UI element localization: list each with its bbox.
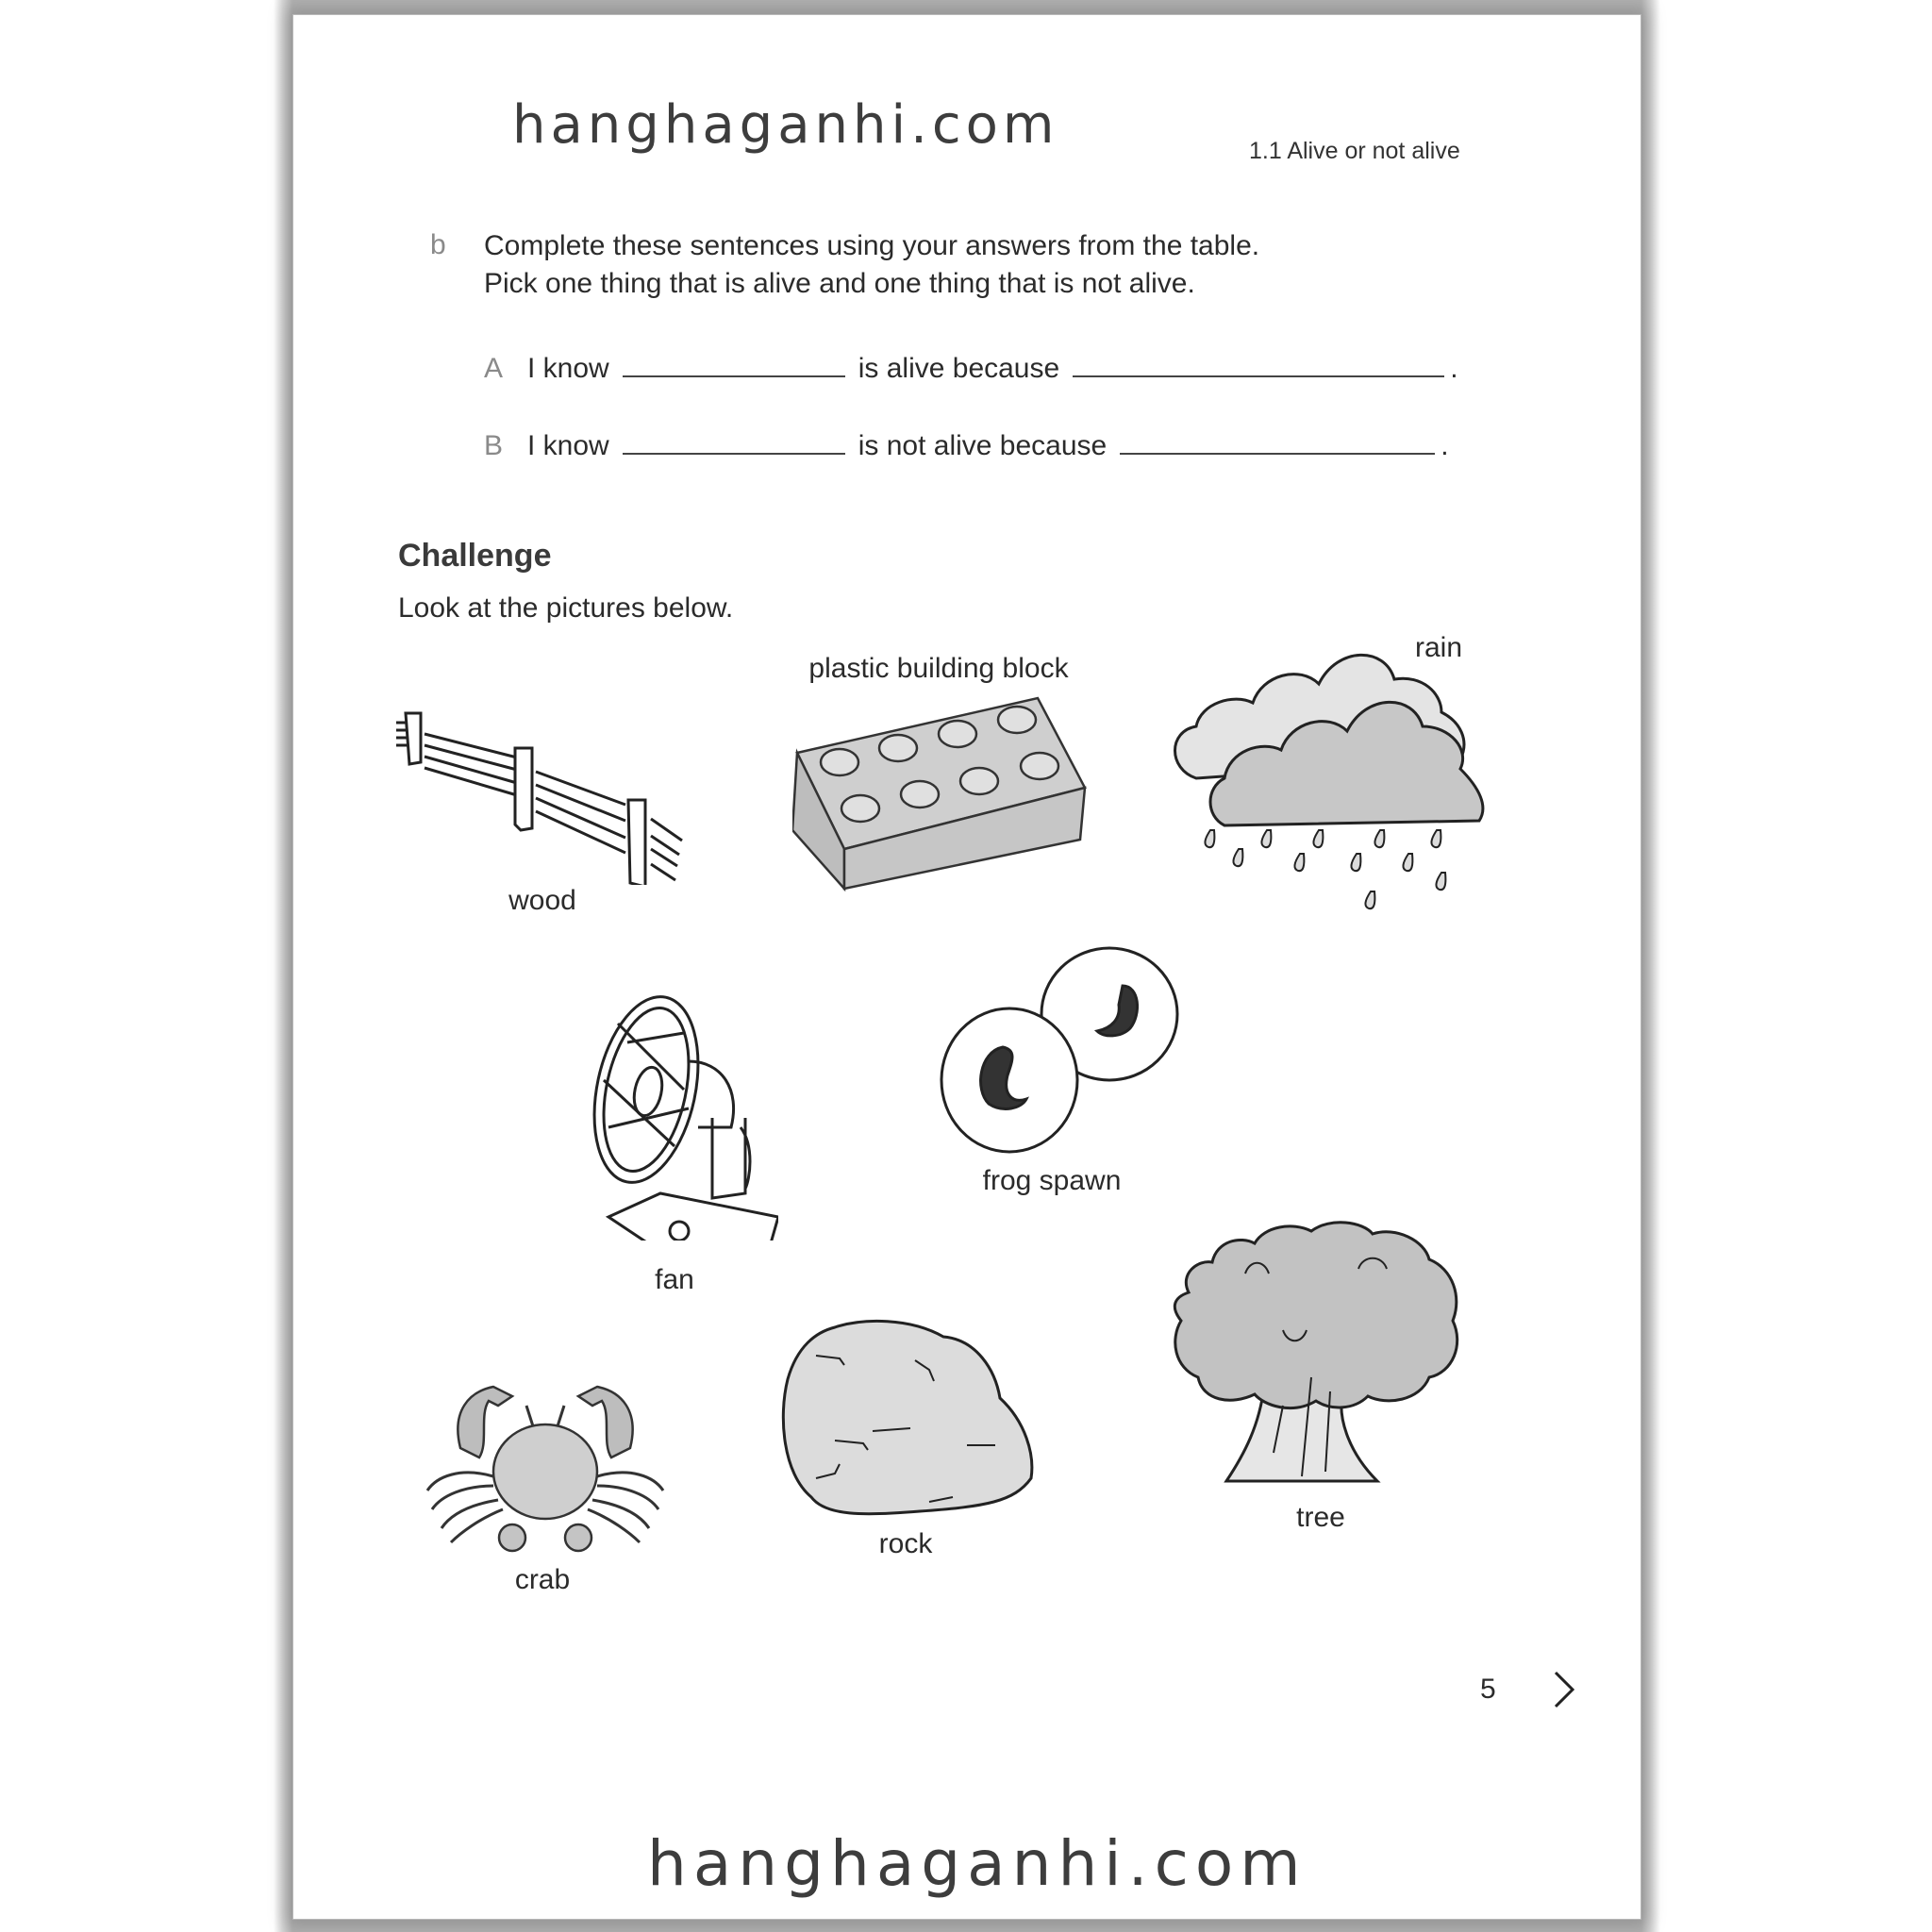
fence-icon [394,706,687,885]
page-number: 5 [1480,1674,1496,1705]
picture-label-crab: crab [514,1564,571,1595]
sentence-letter: A [484,353,504,384]
rain-cloud-icon [1168,637,1489,910]
picture-label-tree: tree [1296,1502,1345,1533]
building-block-icon [792,689,1094,891]
picture-label-rain: rain [1414,632,1463,663]
sentence-middle: is alive because [858,353,1060,384]
sentence-start: I know [527,353,609,384]
sentence-end: . [1441,430,1449,461]
fan-icon [590,986,778,1241]
sentence-start: I know [527,430,609,461]
picture-label-rock: rock [878,1528,933,1559]
chevron-right-icon[interactable] [1552,1670,1576,1709]
answer-blank-not-alive-thing[interactable] [623,451,845,455]
picture-label-building-block: plastic building block [808,653,1069,684]
answer-blank-alive-reason[interactable] [1073,374,1444,377]
question-instruction-line2: Pick one thing that is alive and one thing that is not alive. [484,268,1195,299]
sentence-b [484,430,1449,462]
watermark-top: hanghaganhi.com [512,94,1059,156]
answer-blank-alive-thing[interactable] [623,374,845,377]
picture-label-fan: fan [655,1264,694,1295]
question-letter: b [430,229,446,260]
tree-icon [1170,1217,1467,1491]
challenge-title: Challenge [398,538,552,574]
picture-label-wood: wood [508,885,576,916]
sentence-end: . [1450,353,1458,384]
answer-blank-not-alive-reason[interactable] [1120,451,1435,455]
crab-icon [423,1373,668,1561]
sentence-a [484,353,1458,385]
frog-spawn-icon [923,939,1182,1156]
sentence-letter: B [484,430,504,461]
challenge-instruction: Look at the pictures below. [398,592,734,624]
sentence-middle: is not alive because [858,430,1108,461]
picture-label-frog-spawn: frog spawn [982,1165,1122,1196]
watermark-bottom: hanghaganhi.com [647,1827,1307,1900]
rock-icon [778,1313,1038,1523]
section-header: 1.1 Alive or not alive [1249,138,1460,164]
question-instruction-line1: Complete these sentences using your answers from the table. [484,230,1260,261]
